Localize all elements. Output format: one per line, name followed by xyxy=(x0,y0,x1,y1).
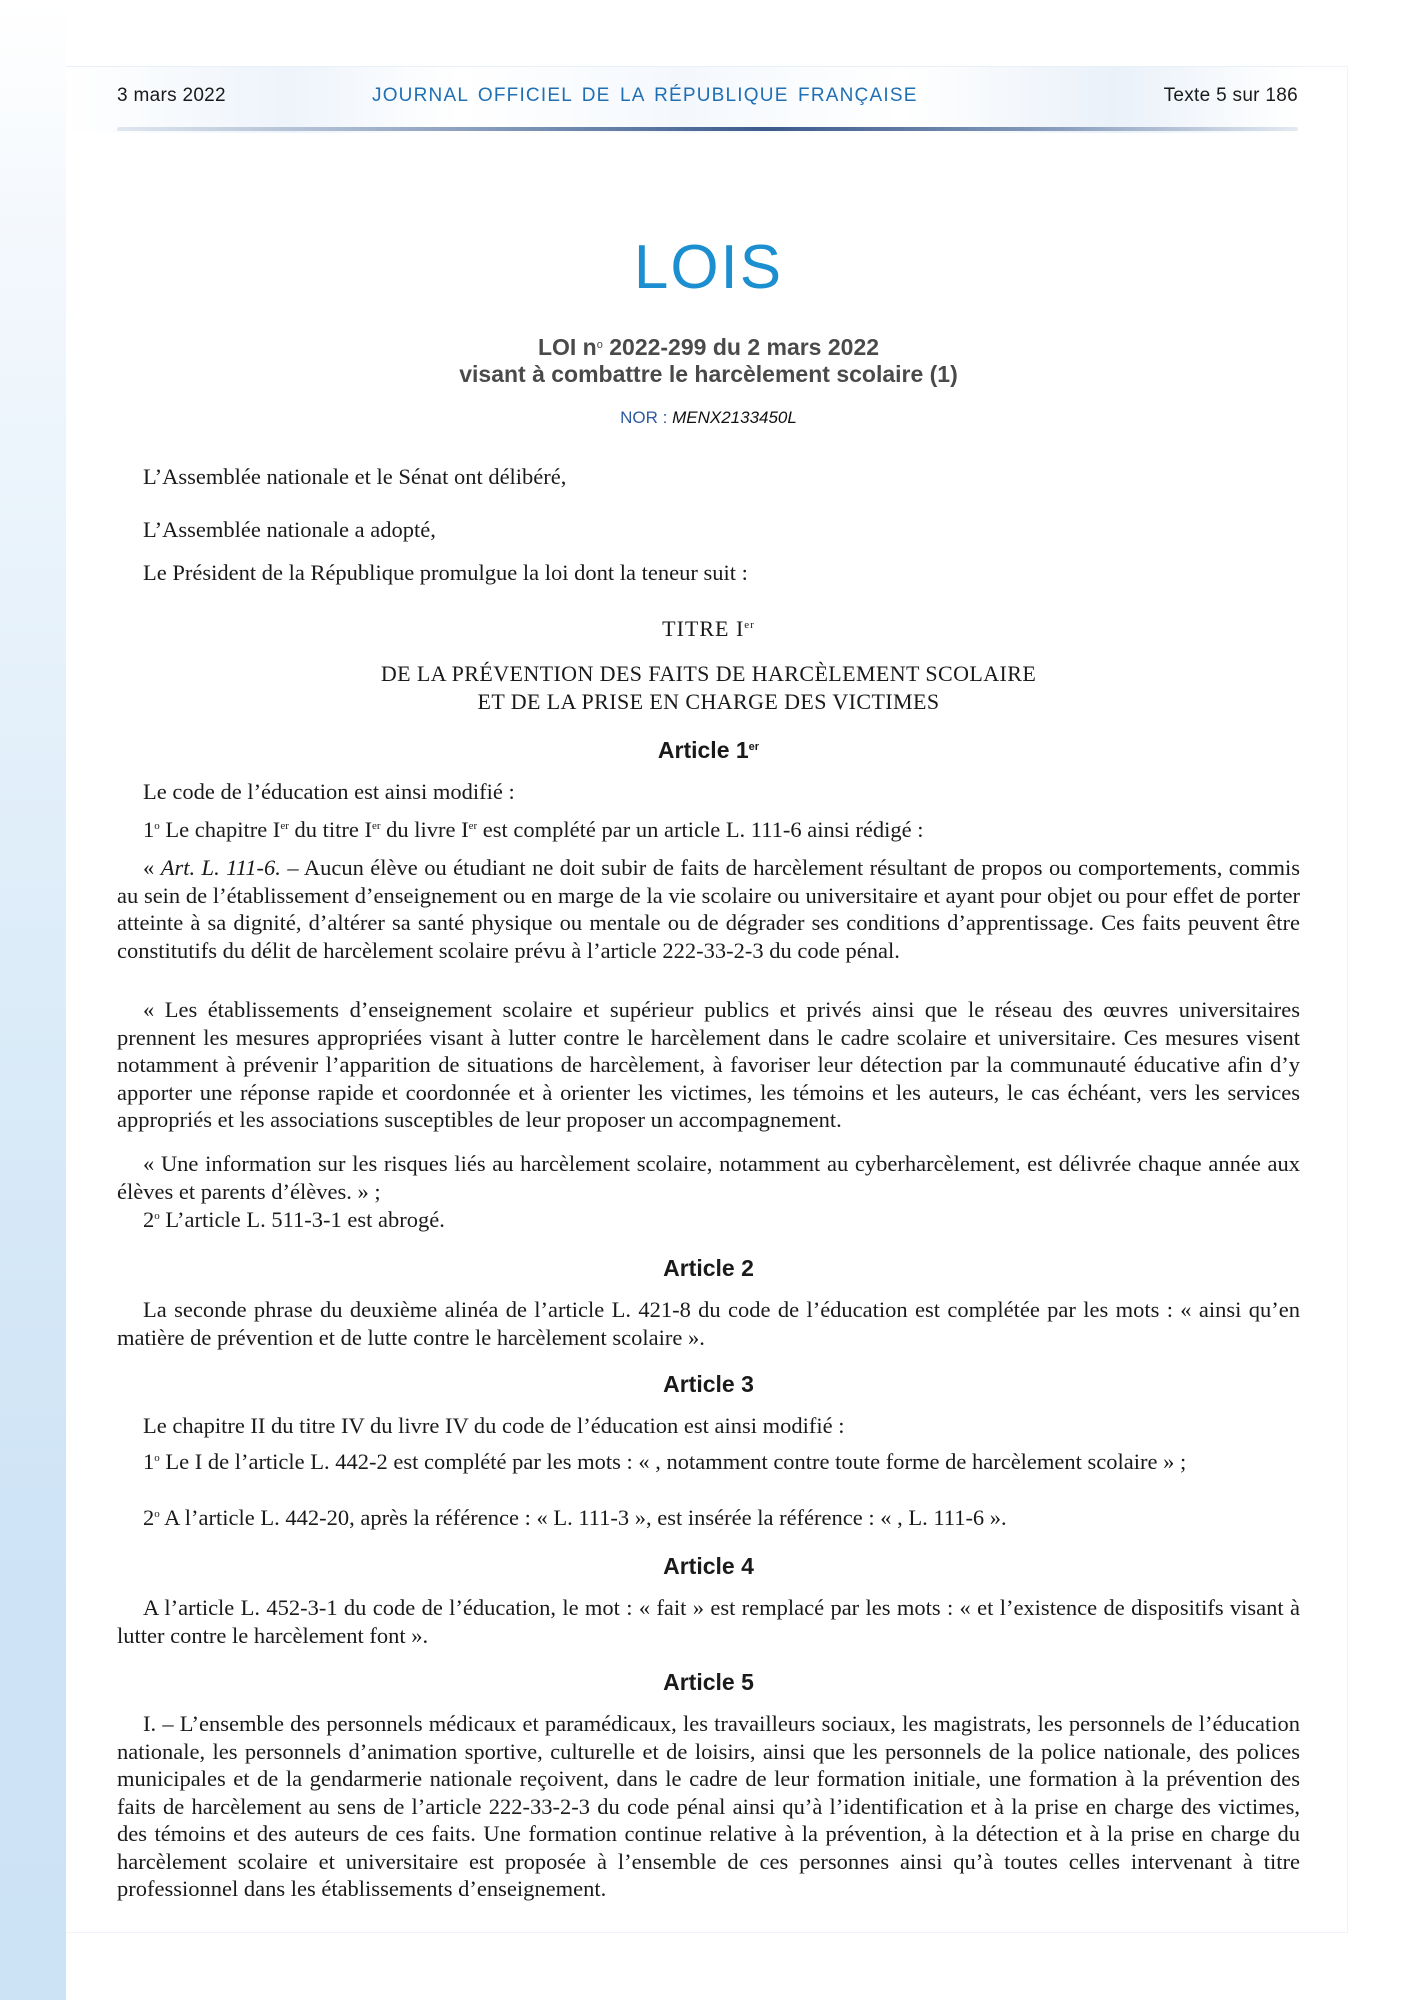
article-paragraph: « Une information sur les risques liés au harcèlement scolaire, notamment au cyberharcèlement, est délivrée chaque année aux élèves et parents d’élèves. » ; xyxy=(117,1151,1300,1204)
article-paragraph: I. – L’ensemble des personnels médicaux et paramédicaux, les travailleurs sociaux, les magistrats, les personnels de l’éducation nationale, les personnels d’animation sportive, culturelle et de loisirs, ainsi que les personnels de la police nationale, des polices municipales et de la gendarmerie nationale reçoivent, dans le cadre de leur formation initiale, une formation à la prévention des faits de harcèlement au sens de l’article 222-33-2-3 du code pénal ainsi qu’à l’identification et à la prise en charge des victimes, des témoins et des auteurs de ces faits. Une formation continue relative à la prévention, à la détection et à la prise en charge du harcèlement scolaire et universitaire est proposée à l’ensemble de ces personnes ainsi qu’à toutes celles intervenant à titre professionnel dans les établissements d’enseignement. xyxy=(117,1711,1300,1901)
header-publication-title: JOURNAL OFFICIEL DE LA RÉPUBLIQUE FRANÇAISE xyxy=(372,85,918,106)
header-text-count: Texte 5 sur 186 xyxy=(1163,85,1298,106)
article-paragraph: « Les établissements d’enseignement scolaire et supérieur publics et privés ainsi que le réseau des œuvres universitaires prennent les mesures appropriées visant à lutter contre le harcèlement dans le cadre scolaire et universitaire. Ces mesures visent notamment à prévenir l’apparition de situations de harcèlement, à favoriser leur détection par la communauté éducative afin d’y apporter une réponse rapide et coordonnée et à orienter les victimes, les témoins et les auteurs, le cas échéant, vers les services appropriés et les associations susceptibles de leur proposer un accompagnement. xyxy=(117,997,1300,1132)
section-title: LOIS xyxy=(633,233,784,302)
article-heading: Article 5 xyxy=(663,1669,754,1695)
law-number: LOI $n^o$ 2022-299 du 2 mars 2022 xyxy=(537,334,880,360)
article-paragraph: 2$^o$ L’article L. 511-3-1 est abrogé. xyxy=(143,1207,445,1232)
nor-reference xyxy=(117,408,1300,428)
article-paragraph: 1$^o$ Le I de l’article L. 442-2 est complété par les mots : « , notamment contre toute forme de harcèlement scolaire » ; xyxy=(143,1449,1187,1474)
nor-label: NOR : xyxy=(620,408,673,427)
article-paragraph: « Art. L. 111-6. – Aucun élève ou étudiant ne doit subir de faits de harcèlement résultant de propos ou comportements, commis au sein de l’établissement d’enseignement ou en marge de la vie scolaire ou universitaire et ayant pour objet ou pour effet de porter atteinte à sa dignité, d’altérer sa santé physique ou mentale ou de dégrader ses conditions d’apprentissage. Ces faits peuvent être constitutifs du délit de harcèlement scolaire prévu à l’article 222-33-2-3 du code pénal. xyxy=(117,855,1301,963)
article-paragraph: 2$^o$ A l’article L. 442-20, après la référence : « L. 111-3 », est insérée la référence : « , L. 111-6 ». xyxy=(143,1505,1007,1530)
article-paragraph: 1$^o$ Le chapitre Ier du titre Ier du livre Ier est complété par un article L. 111-6 ainsi rédigé : xyxy=(143,817,924,842)
article-heading: Article 4 xyxy=(663,1553,754,1579)
titre-name: DE LA PRÉVENTION DES FAITS DE HARCÈLEMENT SCOLAIRE ET DE LA PRISE EN CHARGE DES VICTIMES xyxy=(380,661,1037,714)
preamble-line: L’Assemblée nationale a adopté, xyxy=(143,517,436,542)
running-header xyxy=(66,66,1298,133)
preamble-line: Le Président de la République promulgue la loi dont la teneur suit : xyxy=(143,560,748,585)
nor-value: MENX2133450L xyxy=(672,408,797,427)
law-title xyxy=(117,332,1300,388)
article-heading: Article 1er xyxy=(657,737,760,763)
header-date: 3 mars 2022 xyxy=(117,85,226,106)
article-paragraph: Le code de l’éducation est ainsi modifié : xyxy=(143,779,515,804)
header-rule xyxy=(117,127,1298,131)
article-paragraph: A l’article L. 452-3-1 du code de l’éducation, le mot : « fait » est remplacé par les mots : « et l’existence de dispositifs visant à lutter contre le harcèlement font ». xyxy=(117,1595,1300,1648)
titre-label: TITRE Ier xyxy=(662,616,755,641)
article-heading: Article 2 xyxy=(663,1255,754,1281)
article-heading: Article 3 xyxy=(663,1371,754,1397)
article-paragraph: La seconde phrase du deuxième alinéa de l’article L. 421-8 du code de l’éducation est complétée par les mots : « ainsi qu’en matière de prévention et de lutte contre le harcèlement scolaire ». xyxy=(117,1297,1300,1350)
preamble-line: L’Assemblée nationale et le Sénat ont délibéré, xyxy=(143,464,567,489)
left-margin-strip xyxy=(0,0,66,2000)
article-paragraph: Le chapitre II du titre IV du livre IV du code de l’éducation est ainsi modifié : xyxy=(143,1413,845,1438)
law-subtitle: visant à combattre le harcèlement scolaire (1) xyxy=(459,361,958,387)
